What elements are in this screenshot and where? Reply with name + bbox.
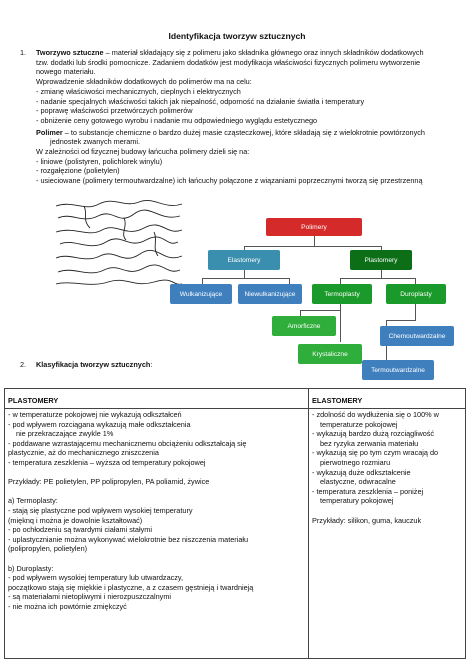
polymer-definition: – to substancje chemiczne o bardzo dużej masie cząsteczkowej, które składają się z wielokrotnie powtórzonych <box>62 127 425 137</box>
cell-line: nie przekraczające zwykle 1% <box>16 429 114 439</box>
connector <box>300 310 341 311</box>
section-1-line-3: Wprowadzenie składników dodatkowych do polimerów ma na celu: <box>36 77 252 87</box>
cell-line: bez ryzyka zerwania materiału <box>320 438 419 448</box>
section-1-line-4: - zmianę właściwości mechanicznych, cieplnych i elektrycznych <box>36 86 241 96</box>
cell-line: Przykłady: silikon, guma, kauczuk <box>312 515 422 525</box>
connector <box>381 270 382 278</box>
node-wulkanizujace: Wulkanizujące <box>170 284 232 304</box>
table-row <box>5 409 466 659</box>
definition-text: – materiał składający się z polimeru jako składnika głównego oraz innych składników dodatkowych <box>103 48 424 57</box>
cell-line: - poddawane wzrastającemu mechanicznemu obciążeniu odkształcają się <box>8 438 247 448</box>
cell-line: (polipropylen, polietylen) <box>8 544 88 554</box>
polymer-chains-illustration <box>54 198 184 290</box>
section-1-line-0 <box>36 48 456 58</box>
section-1-line-6: - poprawę właściwości przetwórczych polimerów <box>36 106 193 116</box>
cell-line: - zdolność do wydłużenia się o 100% w <box>312 410 439 419</box>
header-plastomery: PLASTOMERY <box>5 389 309 409</box>
cell-line: pierwotnego rozmiaru <box>320 457 391 467</box>
cell-line: - w temperaturze pokojowej nie wykazują odkształceń <box>8 410 182 419</box>
cell-line: a) Termoplasty: <box>8 496 58 506</box>
header-elastomery: ELASTOMERY <box>309 389 466 409</box>
polymer-line-5: - usieciowane (polimery termoutwardzalne) ich łańcuchy połączone z wiązaniami poprzecznymi tworzą się przestrzenną <box>36 176 423 186</box>
table-header-row <box>5 389 466 409</box>
connector <box>244 270 245 278</box>
cell-line: Przykłady: PE polietylen, PP polipropylen, PA poliamid, żywice <box>8 477 210 487</box>
cell-line: - wykazują bardzo dużą rozciągliwość <box>312 429 435 439</box>
elastomery-cell <box>309 409 466 659</box>
cell-line: (mięknq i można je dowolnie kształtować) <box>8 515 143 525</box>
cell-gap <box>8 554 305 564</box>
section-2-heading: Klasyfikacja tworzyw sztucznych <box>36 360 151 369</box>
polymer-line-4: - rozgałęzione (polietylen) <box>36 166 120 176</box>
node-polimery: Polimery <box>266 218 362 236</box>
node-plastomery: Plastomery <box>350 250 412 270</box>
node-elastomery: Elastomery <box>208 250 280 270</box>
cell-line: plastycznie, aż do mechanicznego zniszczenia <box>8 448 159 458</box>
node-termoutwardzalne: Termoutwardzalne <box>362 360 434 380</box>
connector <box>314 236 315 246</box>
section-2-number: 2. <box>20 360 27 369</box>
node-termoplasty: Termoplasty <box>312 284 372 304</box>
section-2-heading-suffix: : <box>150 360 153 369</box>
section-1-line-1: tzw. dodatki lub środki pomocnicze. Zadaniem dodatków jest modyfikacja właściwości fizycznych polimeru wytworzenie <box>36 57 421 67</box>
classification-table <box>4 388 466 659</box>
cell-line: - wykazują duże odkształcenie <box>312 467 411 477</box>
polymer-line-2: W zależności od fizycznej budowy łańcucha polimery dzieli się na: <box>36 147 250 157</box>
polymer-line-3: - liniowe (polistyren, polichlorek winylu) <box>36 156 163 166</box>
node-krystaliczne: Krystaliczne <box>298 344 362 364</box>
node-duroplasty: Duroplasty <box>386 284 446 304</box>
node-amorficzne: Amorficzne <box>272 316 336 336</box>
cell-line: początkowo stają się miękkie i plastyczne, a z czasem gęstnieją i twardnieją <box>8 582 254 592</box>
cell-line: - temperatura zeszklenia – wyższa od temperatury pokojowej <box>8 457 206 467</box>
cell-line: - temperatura zeszklenia – poniżej <box>312 486 424 496</box>
section-1-line-7: - obniżenie ceny gotowego wyrobu i nadanie mu odpowiedniego wyglądu estetycznego <box>36 115 318 125</box>
cell-line: b) Duroplasty: <box>8 563 54 573</box>
cell-line: temperatury pokojowej <box>320 496 394 506</box>
cell-line: - stają się plastyczne pod wpływem wysokiej temperatury <box>8 505 193 515</box>
section-1-number: 1. <box>20 48 27 57</box>
cell-line: - po ochłodzeniu są twardymi ciałami stałymi <box>8 525 152 535</box>
cell-line: - nie można ich powtórnie zmiękczyć <box>8 601 127 611</box>
section-2 <box>20 360 236 370</box>
cell-line: temperaturze pokojowej <box>320 419 398 429</box>
cell-line: elastyczne, odwracalne <box>320 477 396 487</box>
plastomery-cell <box>5 409 309 659</box>
connector <box>415 304 416 320</box>
polymer-line-1: jednostek zwanych merami. <box>50 137 141 147</box>
cell-line: - pod wpływem rozciągana wykazują małe odkształcenia <box>8 419 191 429</box>
section-1-line-2: nowego materiału. <box>36 67 96 77</box>
polymer-line-0 <box>36 128 456 138</box>
connector <box>340 278 416 279</box>
cell-gap <box>312 506 462 516</box>
cell-line: - są materiałami nietopliwymi i nierozpuszczalnymi <box>8 592 172 602</box>
cell-line: - uplastycznianie można wykonywać wielokrotnie bez niszczenia materiału <box>8 534 249 544</box>
cell-line: - pod wpływem wysokiej temperatury lub utwardzaczy, <box>8 573 184 583</box>
document-title: Identyfikacja tworzyw sztucznych <box>168 31 306 41</box>
connector <box>202 278 290 279</box>
node-chemoutwardzalne: Chemoutwardzalne <box>380 326 454 346</box>
cell-gap <box>8 487 305 497</box>
node-niewulkanizujace: Niewulkanizujące <box>238 284 302 304</box>
connector <box>386 320 416 321</box>
connector <box>340 310 341 342</box>
term-tworzywo: Tworzywo sztuczne <box>36 48 104 57</box>
cell-line: - wykazują się po tym czym wracają do <box>312 448 439 458</box>
section-1-line-5: - nadanie specjalnych właściwości takich jak niepalność, odporność na działanie światła i temperatury <box>36 96 365 106</box>
cell-gap <box>8 468 305 478</box>
term-polimer: Polimer <box>36 127 63 137</box>
connector <box>244 246 382 247</box>
section-1 <box>20 48 456 186</box>
